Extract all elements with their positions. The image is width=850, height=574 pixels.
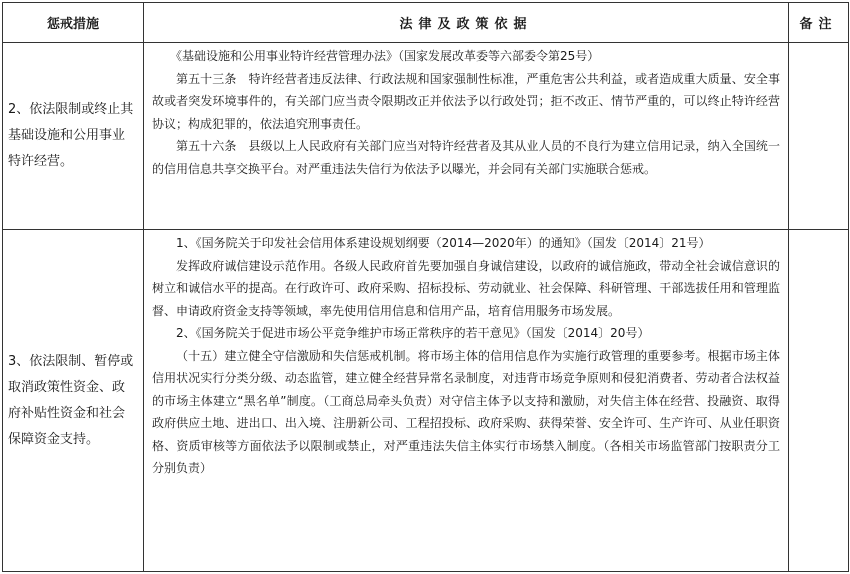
table-header-row bbox=[3, 3, 849, 43]
penalty-measures-table bbox=[2, 2, 849, 572]
note-cell bbox=[789, 230, 849, 572]
article-paragraph: 第五十三条 特许经营者违反法律、行政法规和国家强制性标准，严重危害公共利益，或者造成重大质量、安全事故或者突发环境事件的，有关部门应当责令限期改正并依法予以行政处罚；拒不改正、情节严重的，可以终止特许经营协议；构成犯罪的，依法追究刑事责任。 bbox=[152, 71, 780, 131]
document-title: 1、《国务院关于印发社会信用体系建设规划纲要（2014—2020年）的通知》（国发〔2014〕21号） bbox=[176, 236, 711, 250]
document-title: 2、《国务院关于促进市场公平竞争维护市场正常秩序的若干意见》（国发〔2014〕20号） bbox=[176, 326, 650, 340]
document-title: 《基础设施和公用事业特许经营管理办法》（国家发展改革委等六部委令第25号） bbox=[170, 49, 600, 63]
header-legal-basis: 法律及政策依据 bbox=[144, 3, 789, 43]
legal-basis-cell bbox=[144, 43, 789, 230]
article-paragraph: 发挥政府诚信建设示范作用。各级人民政府首先要加强自身诚信建设，以政府的诚信施政，带动全社会诚信意识的树立和诚信水平的提高。在行政许可、政府采购、招标投标、劳动就业、社会保障、科研管理、干部选拔任用和管理监督、申请政府资金支持等领域，率先使用信用信息和信用产品，培育信用服务市场发展。 bbox=[152, 258, 780, 318]
table-row bbox=[3, 43, 849, 230]
table-row bbox=[3, 230, 849, 572]
legal-basis-cell bbox=[144, 230, 789, 572]
measure-cell: 2、依法限制或终止其基础设施和公用事业特许经营。 bbox=[3, 43, 144, 230]
article-paragraph: 第五十六条 县级以上人民政府有关部门应当对特许经营者及其从业人员的不良行为建立信用记录，纳入全国统一的信用信息共享交换平台。对严重违法失信行为依法予以曝光，并会同有关部门实施联合惩戒。 bbox=[152, 139, 780, 176]
note-cell bbox=[789, 43, 849, 230]
header-note: 备注 bbox=[789, 3, 849, 43]
measure-cell: 3、依法限制、暂停或取消政策性资金、政府补贴性资金和社会保障资金支持。 bbox=[3, 230, 144, 572]
header-measure: 惩戒措施 bbox=[3, 3, 144, 43]
article-paragraph: （十五）建立健全守信激励和失信惩戒机制。将市场主体的信用信息作为实施行政管理的重要参考。根据市场主体信用状况实行分类分级、动态监管，建立健全经营异常名录制度，对违背市场竞争原则和侵犯消费者、劳动者合法权益的市场主体建立“黑名单”制度。（工商总局牵头负责）对守信主体予以支持和激励，对失信主体在经营、投融资、取得政府供应土地、进出口、出入境、注册新公司、工程招投标、政府采购、获得荣誉、安全许可、生产许可、从业任职资格、资质审核等方面依法予以限制或禁止，对严重违法失信主体实行市场禁入制度。（各相关市场监管部门按职责分工分别负责） bbox=[152, 348, 780, 475]
